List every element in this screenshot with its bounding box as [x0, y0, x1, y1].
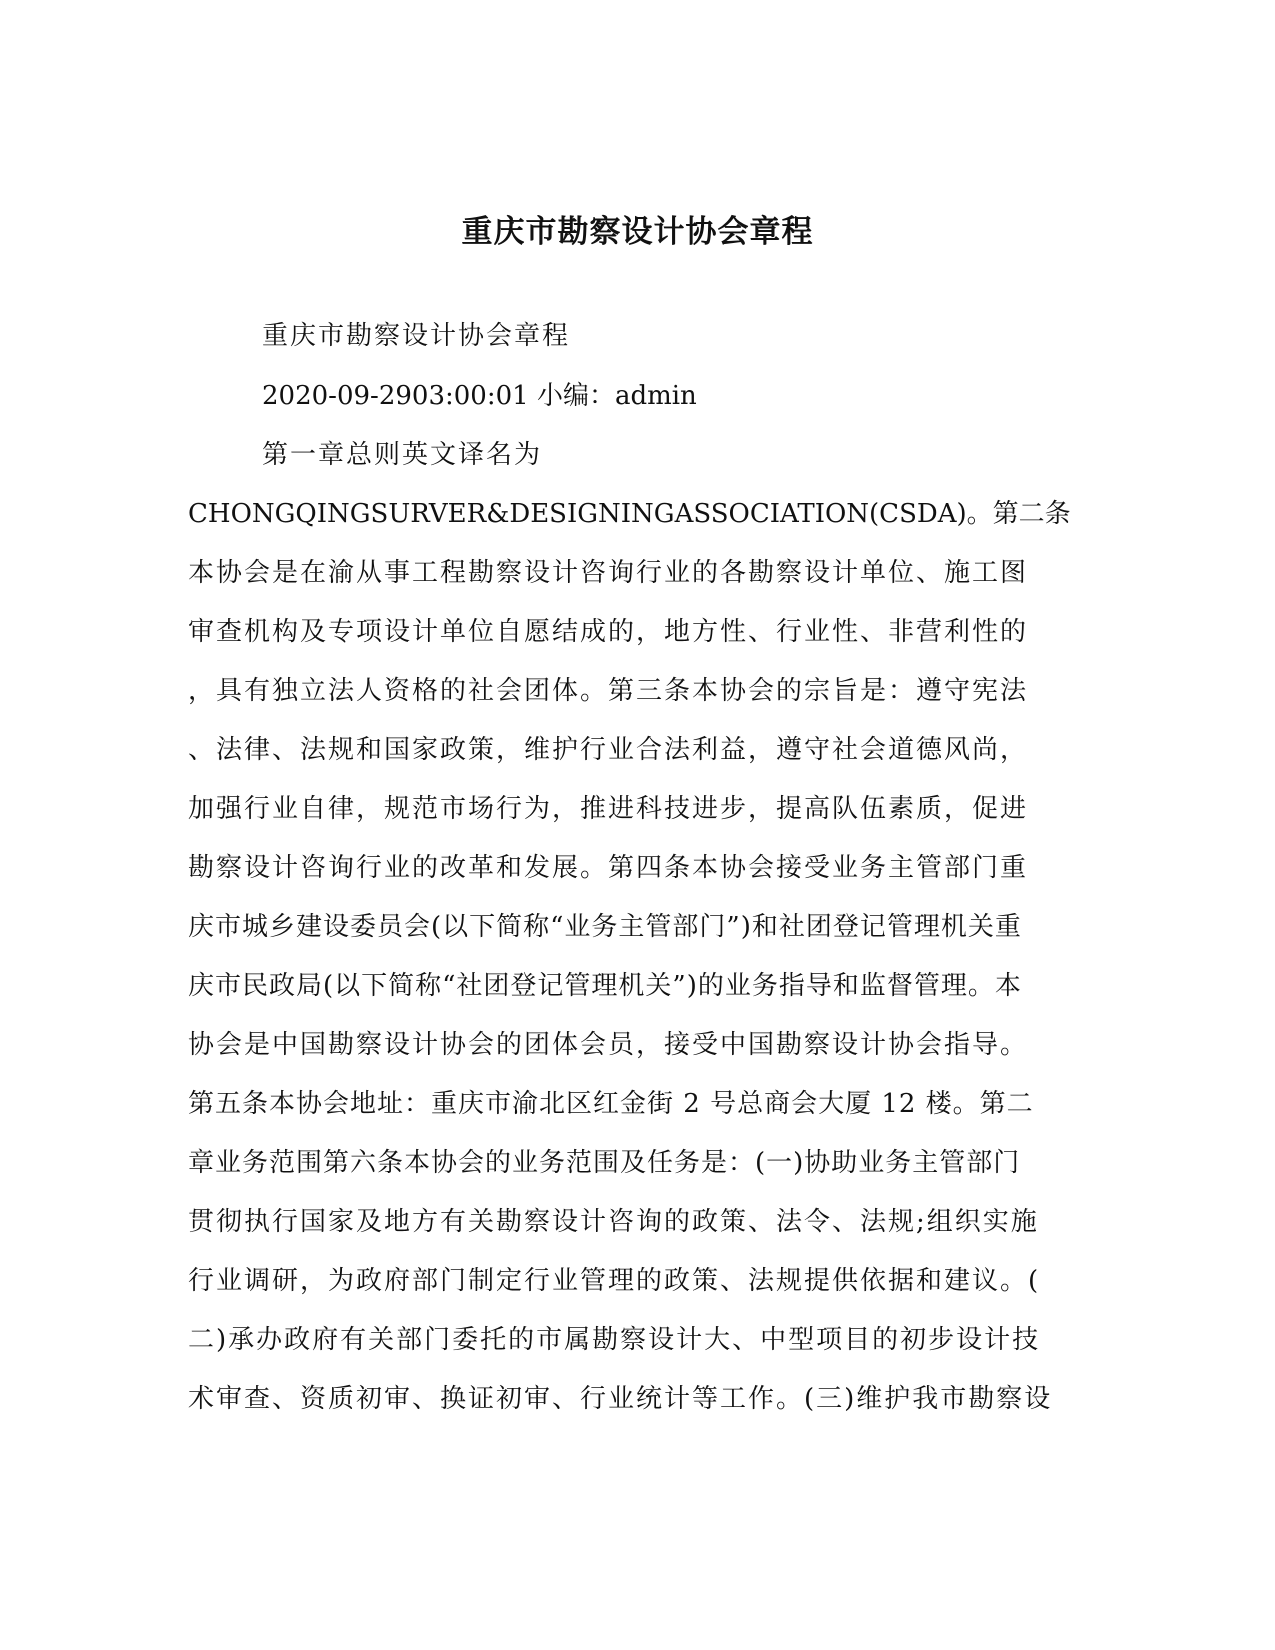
body-line: 第一章总则英文译名为 [262, 440, 543, 470]
date-author-line: 2020-09-2903:00:01 小编：admin [262, 381, 697, 411]
body-line: 行业调研，为政府部门制定行业管理的政策、法规提供依据和建议。( [188, 1266, 1041, 1296]
body-line: 第五条本协会地址：重庆市渝北区红金街 2 号总商会大厦 12 楼。第二 [188, 1089, 1034, 1119]
subtitle-line: 重庆市勘察设计协会章程 [262, 321, 571, 351]
body-line: 本协会是在渝从事工程勘察设计咨询行业的各勘察设计单位、施工图 [188, 558, 1029, 588]
body-line: 章业务范围第六条本协会的业务范围及任务是：(一)协助业务主管部门 [188, 1148, 1021, 1178]
body-line: 、法律、法规和国家政策，维护行业合法利益，遵守社会道德风尚， [188, 735, 1029, 765]
body-line: 术审查、资质初审、换证初审、行业统计等工作。(三)维护我市勘察设 [188, 1384, 1053, 1414]
body-line: 庆市民政局(以下简称“社团登记管理机关”)的业务指导和监督管理。本 [188, 971, 1022, 1001]
body-line: 二)承办政府有关部门委托的市属勘察设计大、中型项目的初步设计技 [188, 1325, 1041, 1355]
body-line: 勘察设计咨询行业的改革和发展。第四条本协会接受业务主管部门重 [188, 853, 1029, 883]
body-line: 协会是中国勘察设计协会的团体会员，接受中国勘察设计协会指导。 [188, 1030, 1029, 1060]
body-line: CHONGQINGSURVER&DESIGNINGASSOCIATION(CSDA)。第二条 [188, 499, 1071, 529]
document-title: 重庆市勘察设计协会章程 [461, 214, 814, 250]
body-line: 贯彻执行国家及地方有关勘察设计咨询的政策、法令、法规;组织实施 [188, 1207, 1039, 1237]
body-line: ，具有独立法人资格的社会团体。第三条本协会的宗旨是：遵守宪法 [188, 676, 1029, 706]
body-line: 加强行业自律，规范市场行为，推进科技进步，提高队伍素质，促进 [188, 794, 1029, 824]
body-line: 审查机构及专项设计单位自愿结成的，地方性、行业性、非营利性的 [188, 617, 1029, 647]
body-line: 庆市城乡建设委员会(以下简称“业务主管部门”)和社团登记管理机关重 [188, 912, 1022, 942]
